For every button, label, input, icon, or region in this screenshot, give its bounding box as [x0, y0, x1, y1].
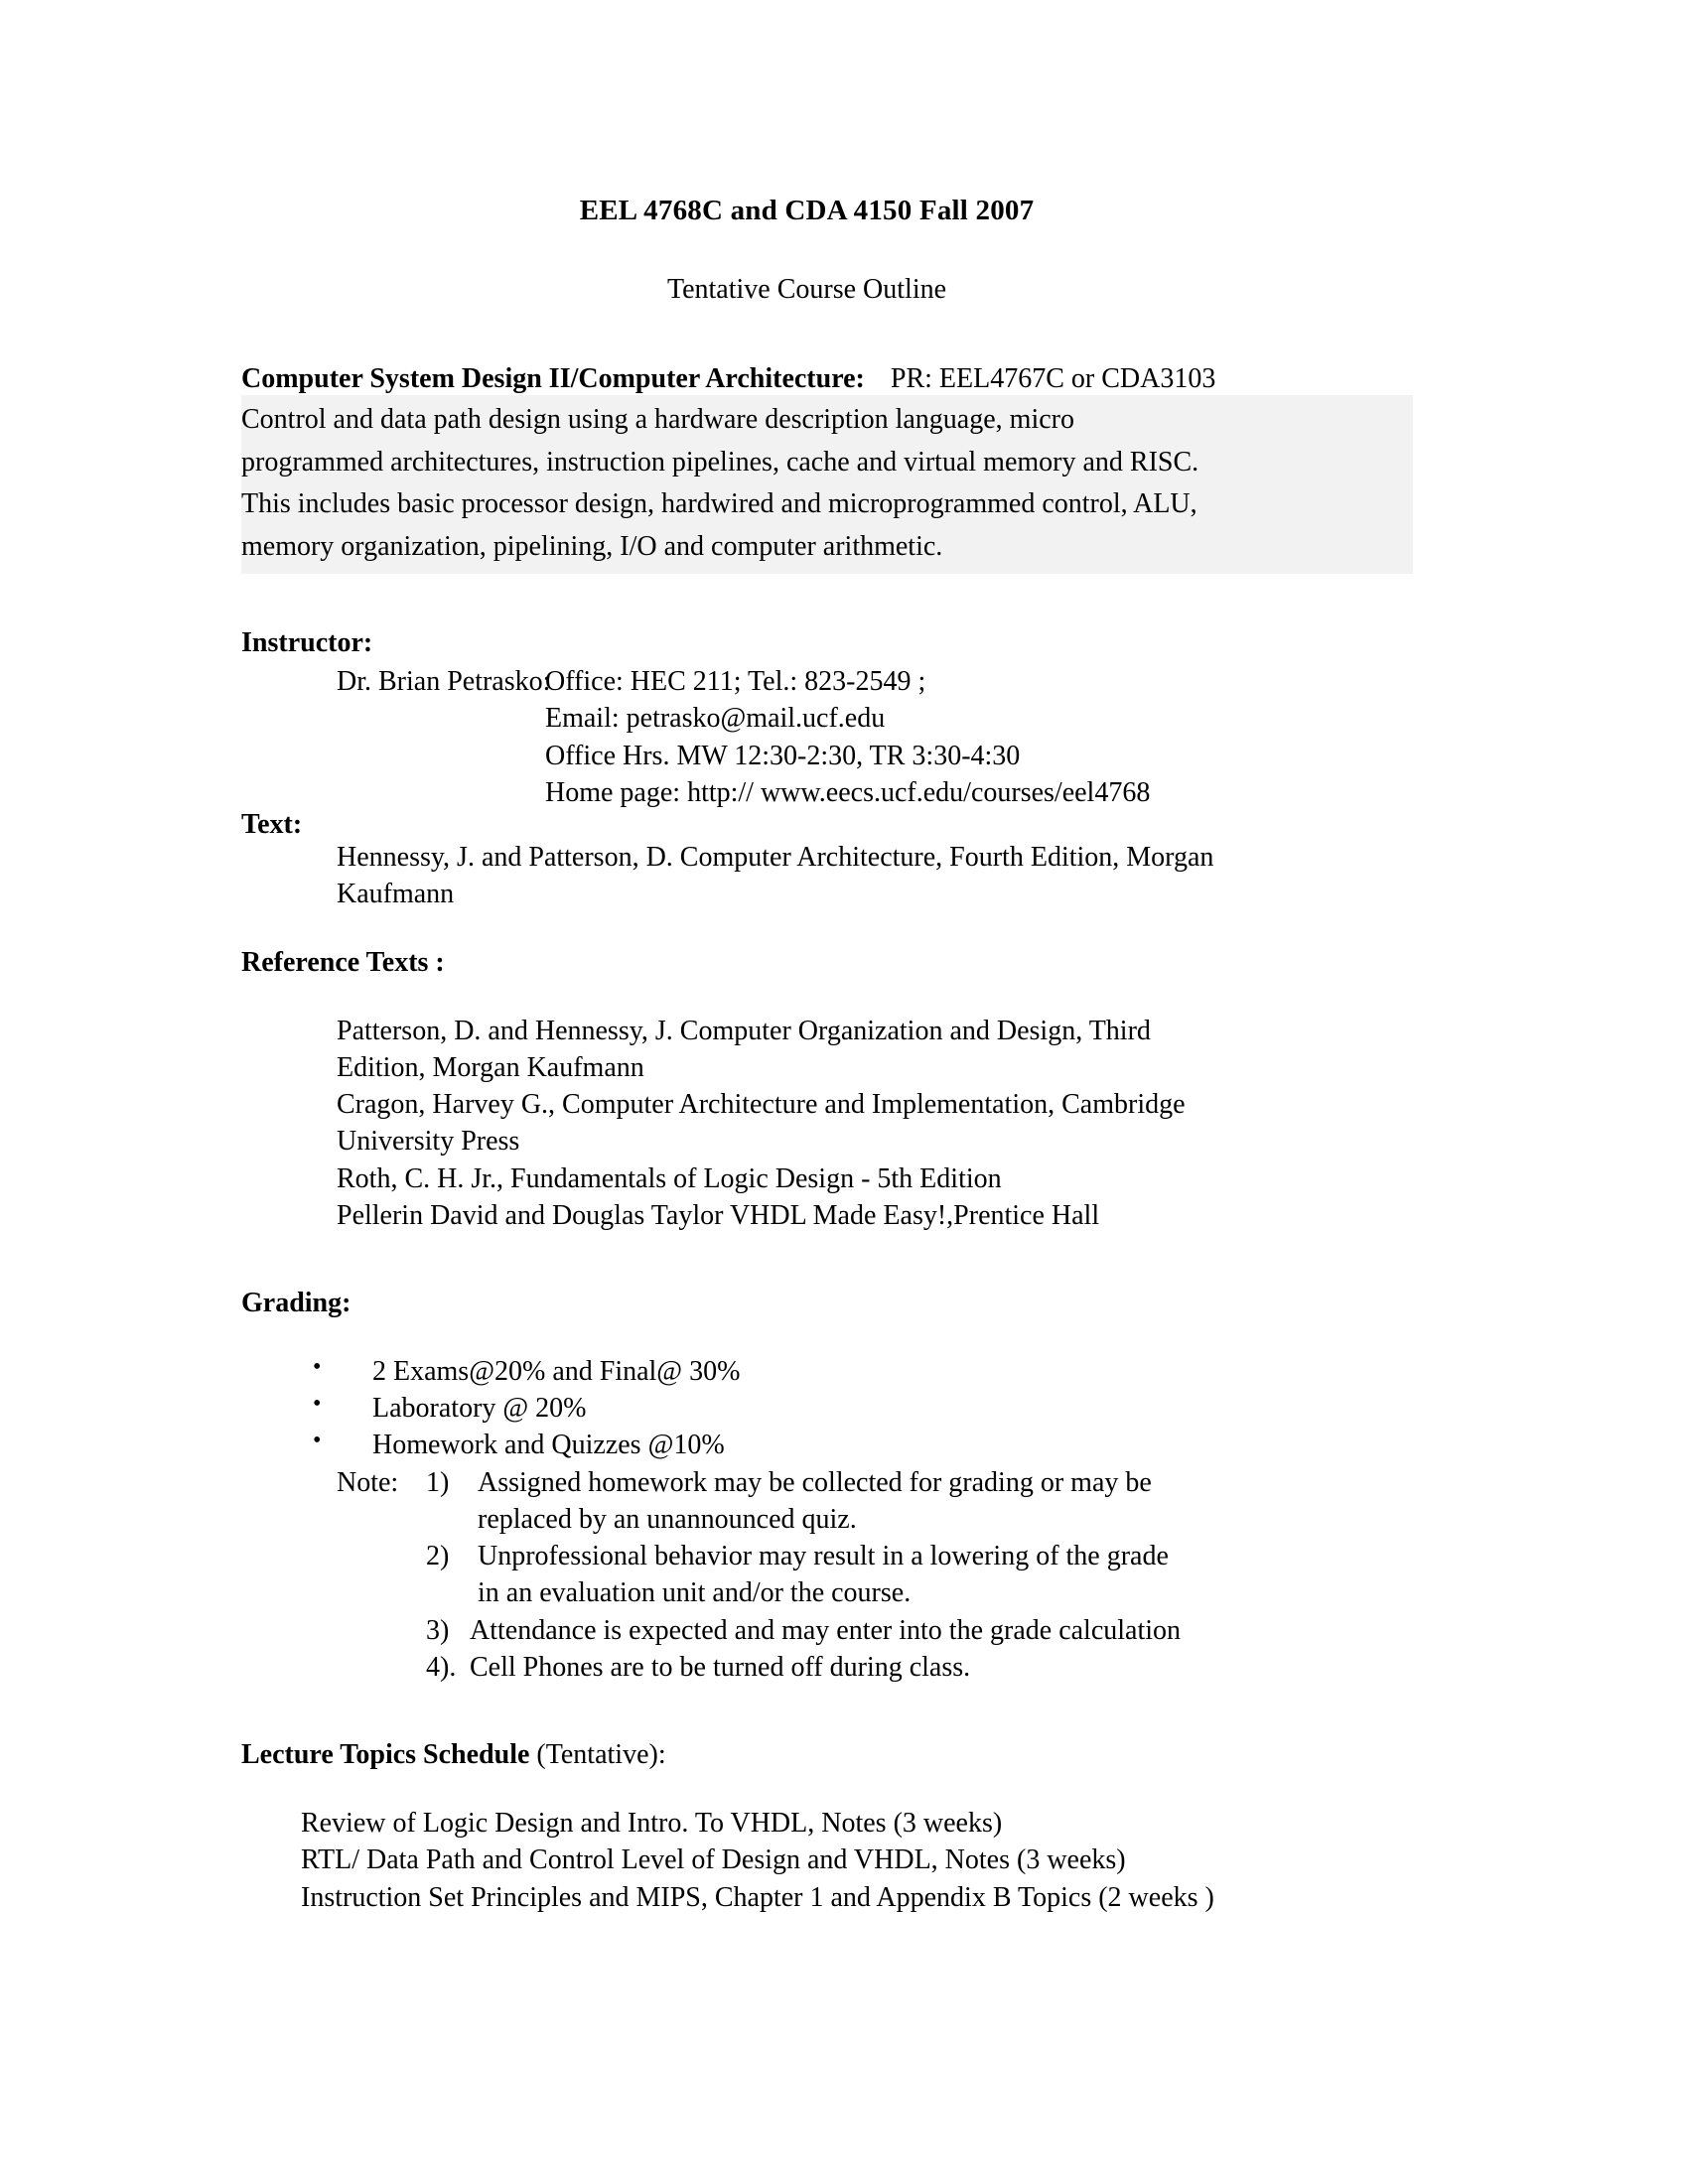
list-item [241, 1390, 1489, 1427]
note-text: in an evaluation unit and/or the course. [478, 1577, 912, 1609]
lecture-topics-heading [241, 1741, 1489, 1769]
course-name: Computer System Design II/Computer Architecture: [241, 363, 865, 394]
note-text: Unprofessional behavior may result in a lowering of the grade [478, 1541, 1169, 1572]
spacer [241, 913, 1489, 949]
note-text: replaced by an unannounced quiz. [478, 1503, 857, 1535]
list-item [241, 1353, 1489, 1390]
note-row [241, 1501, 1489, 1538]
spacer [241, 1686, 1489, 1741]
spacer [241, 1234, 1489, 1290]
instructor-row [241, 774, 1489, 811]
course-description [241, 395, 1413, 574]
text-line: Hennessy, J. and Patterson, D. Computer Architecture, Fourth Edition, Morgan [337, 842, 1214, 874]
spacer [241, 977, 1489, 1013]
grading-item-label: Laboratory @ 20% [372, 1393, 587, 1425]
grading-heading: Grading: [241, 1288, 352, 1318]
instructor-heading: Instructor: [241, 627, 373, 659]
lecture-topic-line: RTL/ Data Path and Control Level of Design and VHDL, Notes (3 weeks) [301, 1844, 1126, 1876]
lecture-topics-heading-normal: (Tentative): [529, 1739, 666, 1771]
lecture-topics-heading-bold: Lecture Topics Schedule [241, 1739, 530, 1771]
instructor-office: Office: HEC 211; Tel.: 823-2549 ; [545, 666, 926, 698]
reference-text-line: Edition, Morgan Kaufmann [337, 1051, 644, 1083]
reference-text-line: University Press [337, 1126, 520, 1158]
note-text: Assigned homework may be collected for grading or may be [478, 1466, 1152, 1498]
grading-item-label: Homework and Quizzes @10% [372, 1430, 725, 1461]
note-number: 4). [426, 1651, 457, 1683]
text-heading: Text: [241, 809, 303, 841]
reference-text-line: Patterson, D. and Hennessy, J. Computer Organization and Design, Third [337, 1015, 1151, 1046]
instructor-office-hours: Office Hrs. MW 12:30-2:30, TR 3:30-4:30 [545, 740, 1021, 771]
reference-text-line: Pellerin David and Douglas Taylor VHDL Made Easy!,Prentice Hall [337, 1199, 1100, 1231]
spacer [241, 1769, 1489, 1805]
reference-texts-entries [241, 1013, 1489, 1234]
bullet-icon: • [313, 1428, 322, 1454]
course-heading-line [241, 365, 1489, 393]
course-description-line: programmed architectures, instruction pipelines, cache and virtual memory and RISC. [241, 446, 1199, 478]
reference-text-line: Roth, C. H. Jr., Fundamentals of Logic Design - 5th Edition [337, 1162, 1002, 1194]
grading-notes [241, 1464, 1489, 1686]
reference-texts-heading: Reference Texts : [241, 946, 445, 978]
spacer [241, 574, 1489, 629]
course-description-line: This includes basic processor design, hardwired and microprogrammed control, ALU, [241, 488, 1197, 520]
page-title: EEL 4768C and CDA 4150 Fall 2007 [579, 195, 1035, 226]
lecture-topics-list [241, 1805, 1489, 1916]
note-row [241, 1612, 1489, 1649]
instructor-name: Dr. Brian Petrasko: [337, 666, 551, 698]
course-prerequisites: PR: EEL4767C or CDA3103 [890, 363, 1216, 394]
note-number: 1) [426, 1466, 450, 1498]
grading-list [241, 1353, 1489, 1464]
lecture-topic-line: Instruction Set Principles and MIPS, Chapter 1 and Appendix B Topics (2 weeks ) [301, 1881, 1214, 1913]
note-row [241, 1464, 1489, 1501]
note-label: Note: [337, 1466, 399, 1498]
lecture-topic-line: Review of Logic Design and Intro. To VHDL, Notes (3 weeks) [301, 1808, 1003, 1840]
note-row [241, 1538, 1489, 1574]
text-entries [241, 839, 1489, 912]
spacer [241, 1317, 1489, 1353]
page-subtitle: Tentative Course Outline [666, 274, 947, 305]
instructor-details [241, 663, 1489, 811]
note-row [241, 1574, 1489, 1611]
course-description-line: memory organization, pipelining, I/O and computer arithmetic. [241, 530, 943, 562]
note-row [241, 1649, 1489, 1686]
instructor-row [241, 738, 1489, 774]
grading-item-label: 2 Exams@20% and Final@ 30% [372, 1356, 741, 1387]
list-item [241, 1427, 1489, 1463]
bullet-icon: • [313, 1391, 322, 1418]
note-number: 2) [426, 1541, 450, 1572]
bullet-icon: • [313, 1354, 322, 1380]
instructor-row [241, 663, 1489, 700]
text-line: Kaufmann [337, 879, 455, 910]
note-text: Attendance is expected and may enter into the grade calculation [470, 1614, 1182, 1646]
instructor-homepage: Home page: http:// www.eecs.ucf.edu/courses/eel4768 [545, 776, 1151, 808]
note-text: Cell Phones are to be turned off during class. [470, 1651, 971, 1683]
course-description-line: Control and data path design using a hardware description language, micro [241, 404, 1074, 435]
document-body [241, 365, 1489, 1916]
instructor-row [241, 700, 1489, 737]
note-number: 3) [426, 1614, 450, 1646]
instructor-email: Email: petrasko@mail.ucf.edu [545, 703, 886, 735]
reference-text-line: Cragon, Harvey G., Computer Architecture and Implementation, Cambridge [337, 1089, 1186, 1121]
